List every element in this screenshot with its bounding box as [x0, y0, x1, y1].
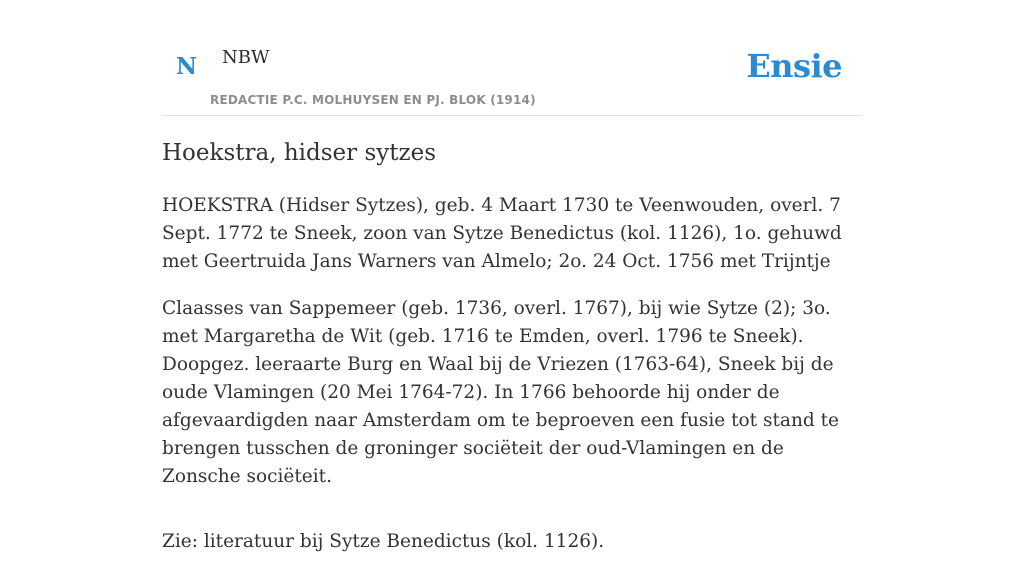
- page-title: Hoekstra, hidser sytzes: [162, 140, 437, 166]
- source-logo-icon[interactable]: N: [176, 53, 198, 80]
- article-paragraph-1: HOEKSTRA (Hidser Sytzes), geb. 4 Maart 1730 te Veenwouden, overl. 7 Sept. 1772 te Sneek, zoon van Sytze Benedictus (kol. 1126), 1o. gehuwd met Geertruida Jans Warners van Almelo; 2o. 24 Oct. 1756 met Trijntje: [162, 195, 842, 272]
- article-paragraph-2: Claasses van Sappemeer (geb. 1736, overl. 1767), bij wie Sytze (2); 3o. met Margaretha de Wit (geb. 1716 te Emden, overl. 1796 te Sneek). Doopgez. leeraarte Burg en Waal bij de Vriezen (1763-64), Sneek bij de oude Vlamingen (20 Mei 1764-72). In 1766 behoorde hij onder de afgevaardigden naar Amsterdam om te beproeven een fusie tot stand te brengen tusschen de groninger sociëteit der oud-Vlamingen en de Zonsche sociëteit.: [162, 298, 839, 487]
- article-body: [162, 192, 862, 575]
- header: [162, 0, 862, 116]
- brand-logo[interactable]: Ensie: [746, 47, 842, 85]
- article-paragraph-3: Zie: literatuur bij Sytze Benedictus (kol. 1126).: [162, 531, 605, 552]
- source-name[interactable]: NBW: [222, 47, 270, 68]
- editorial-credit: REDACTIE P.C. MOLHUYSEN EN PJ. BLOK (1914): [210, 93, 536, 107]
